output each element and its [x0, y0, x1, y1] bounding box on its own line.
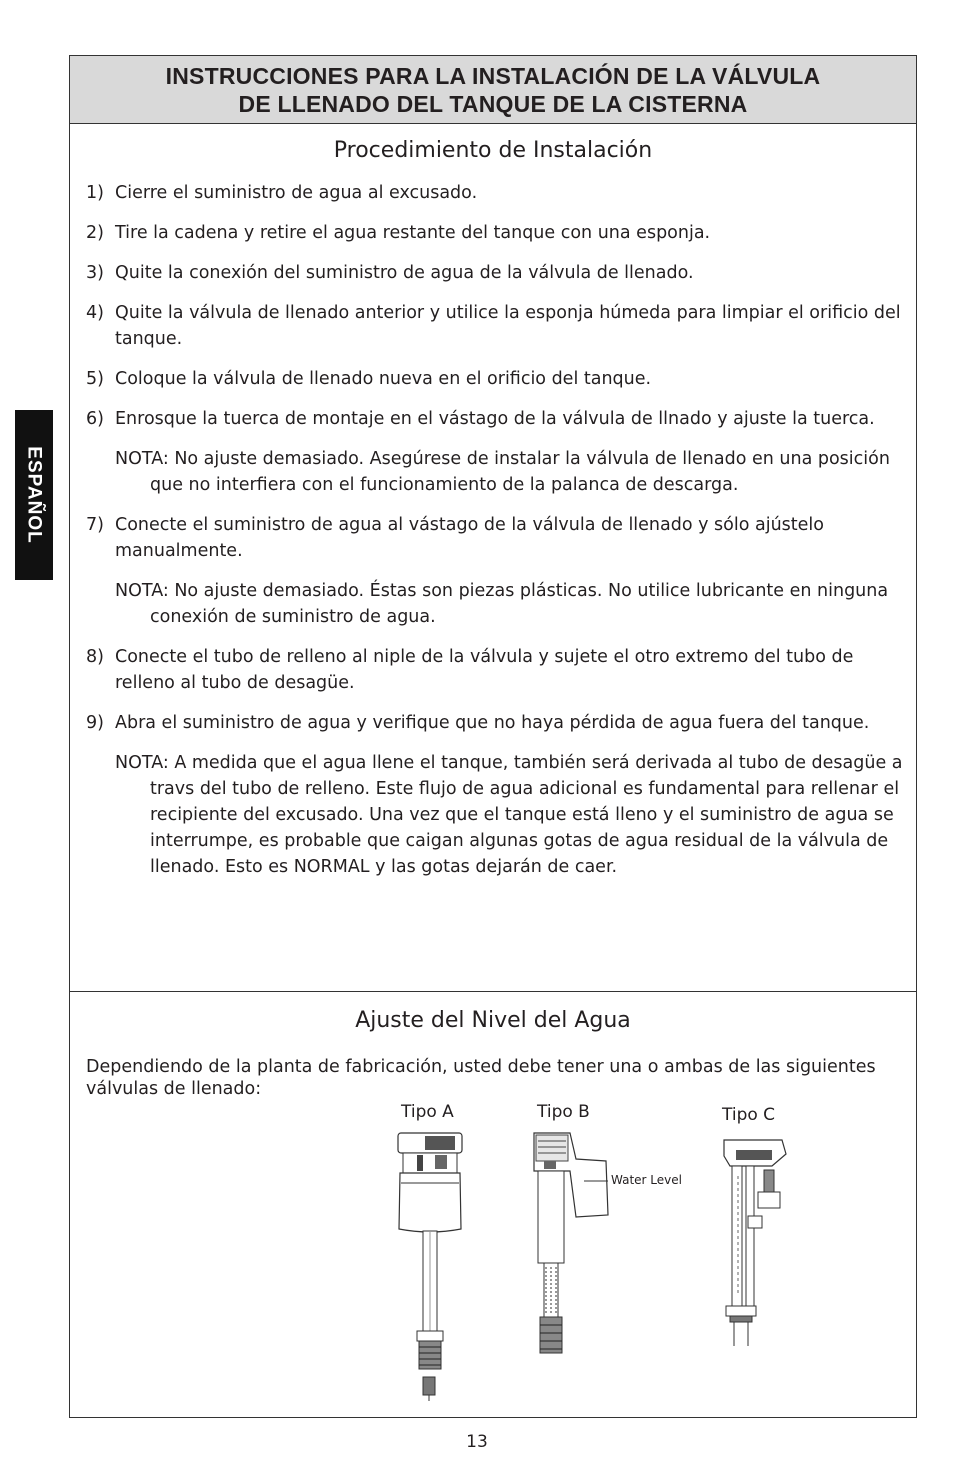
step-number: 7) [86, 515, 104, 535]
water-level-intro: Dependiendo de la planta de fabricación, usted debe tener una o ambas de las siguientes válvulas de llenado: [86, 1057, 876, 1099]
fill-valve-type-b-illustration [530, 1131, 620, 1361]
procedure-steps [86, 180, 906, 894]
type-b-label: Tipo B [537, 1102, 590, 1122]
fill-valve-type-c-illustration [720, 1136, 790, 1351]
step-5 [86, 366, 906, 392]
step-3 [86, 260, 906, 286]
step-number: 1) [86, 183, 104, 203]
step-number: 5) [86, 369, 104, 389]
step-4 [86, 300, 906, 352]
step-number: 2) [86, 223, 104, 243]
instructions-frame [69, 55, 917, 1418]
step-text: Conecte el tubo de relleno al niple de la válvula y sujete el otro extremo del tubo de relleno al tubo de desagüe. [115, 647, 854, 693]
language-tab-label: ESPAÑOL [24, 446, 45, 544]
type-a-label: Tipo A [401, 1102, 454, 1122]
step-number: 3) [86, 263, 104, 283]
water-level-title: Ajuste del Nivel del Agua [355, 1008, 631, 1033]
step-1 [86, 180, 906, 206]
step-9 [86, 710, 906, 880]
water-level-label: Water Level [611, 1173, 682, 1187]
step-number: 6) [86, 409, 104, 429]
procedure-title: Procedimiento de Instalación [333, 138, 653, 163]
step-text: Coloque la válvula de llenado nueva en el orificio del tanque. [115, 369, 652, 389]
header-line-1: INSTRUCCIONES PARA LA INSTALACIÓN DE LA VÁLVULA [165, 63, 821, 89]
page-header [70, 56, 916, 124]
step-text: Enrosque la tuerca de montaje en el vástago de la válvula de llnado y ajuste la tuerca. [115, 409, 875, 429]
step-text: Quite la conexión del suministro de agua de la válvula de llenado. [115, 263, 694, 283]
language-tab [15, 410, 53, 580]
header-line-2: DE LLENADO DEL TANQUE DE LA CISTERNA [238, 91, 748, 117]
step-text: Cierre el suministro de agua al excusado. [115, 183, 478, 203]
step-7 [86, 512, 906, 630]
step-number: 8) [86, 647, 104, 667]
step-number: 4) [86, 303, 104, 323]
step-6 [86, 406, 906, 498]
page-number: 13 [466, 1432, 488, 1452]
step-text: Tire la cadena y retire el agua restante del tanque con una esponja. [115, 223, 711, 243]
step-2 [86, 220, 906, 246]
step-8 [86, 644, 906, 696]
section-divider [70, 991, 916, 992]
step-text: Quite la válvula de llenado anterior y utilice la esponja húmeda para limpiar el orificio del tanque. [115, 303, 901, 349]
step-note: NOTA: A medida que el agua llene el tanque, también será derivada al tubo de desagüe a travs del tubo de relleno. Este flujo de agua adicional es fundamental para rellenar el recipiente del excusado. Una vez que el tanque está lleno y el suministro de agua se interrumpe, es probable que caigan algunas gotas de agua residual de la válvula de llenado. Esto es NORMAL y las gotas dejarán de caer. [115, 753, 903, 877]
step-text: Conecte el suministro de agua al vástago de la válvula de llenado y sólo ajústelo manualmente. [115, 515, 824, 561]
step-note: NOTA: No ajuste demasiado. Éstas son piezas plásticas. No utilice lubricante en ninguna conexión de suministro de agua. [115, 581, 889, 627]
type-c-label: Tipo C [722, 1105, 776, 1125]
step-text: Abra el suministro de agua y verifique que no haya pérdida de agua fuera del tanque. [115, 713, 870, 733]
step-number: 9) [86, 713, 104, 733]
step-note: NOTA: No ajuste demasiado. Asegúrese de instalar la válvula de llenado en una posición que no interfiera con el funcionamiento de la palanca de descarga. [115, 449, 890, 495]
fill-valve-type-a-illustration [395, 1131, 465, 1403]
